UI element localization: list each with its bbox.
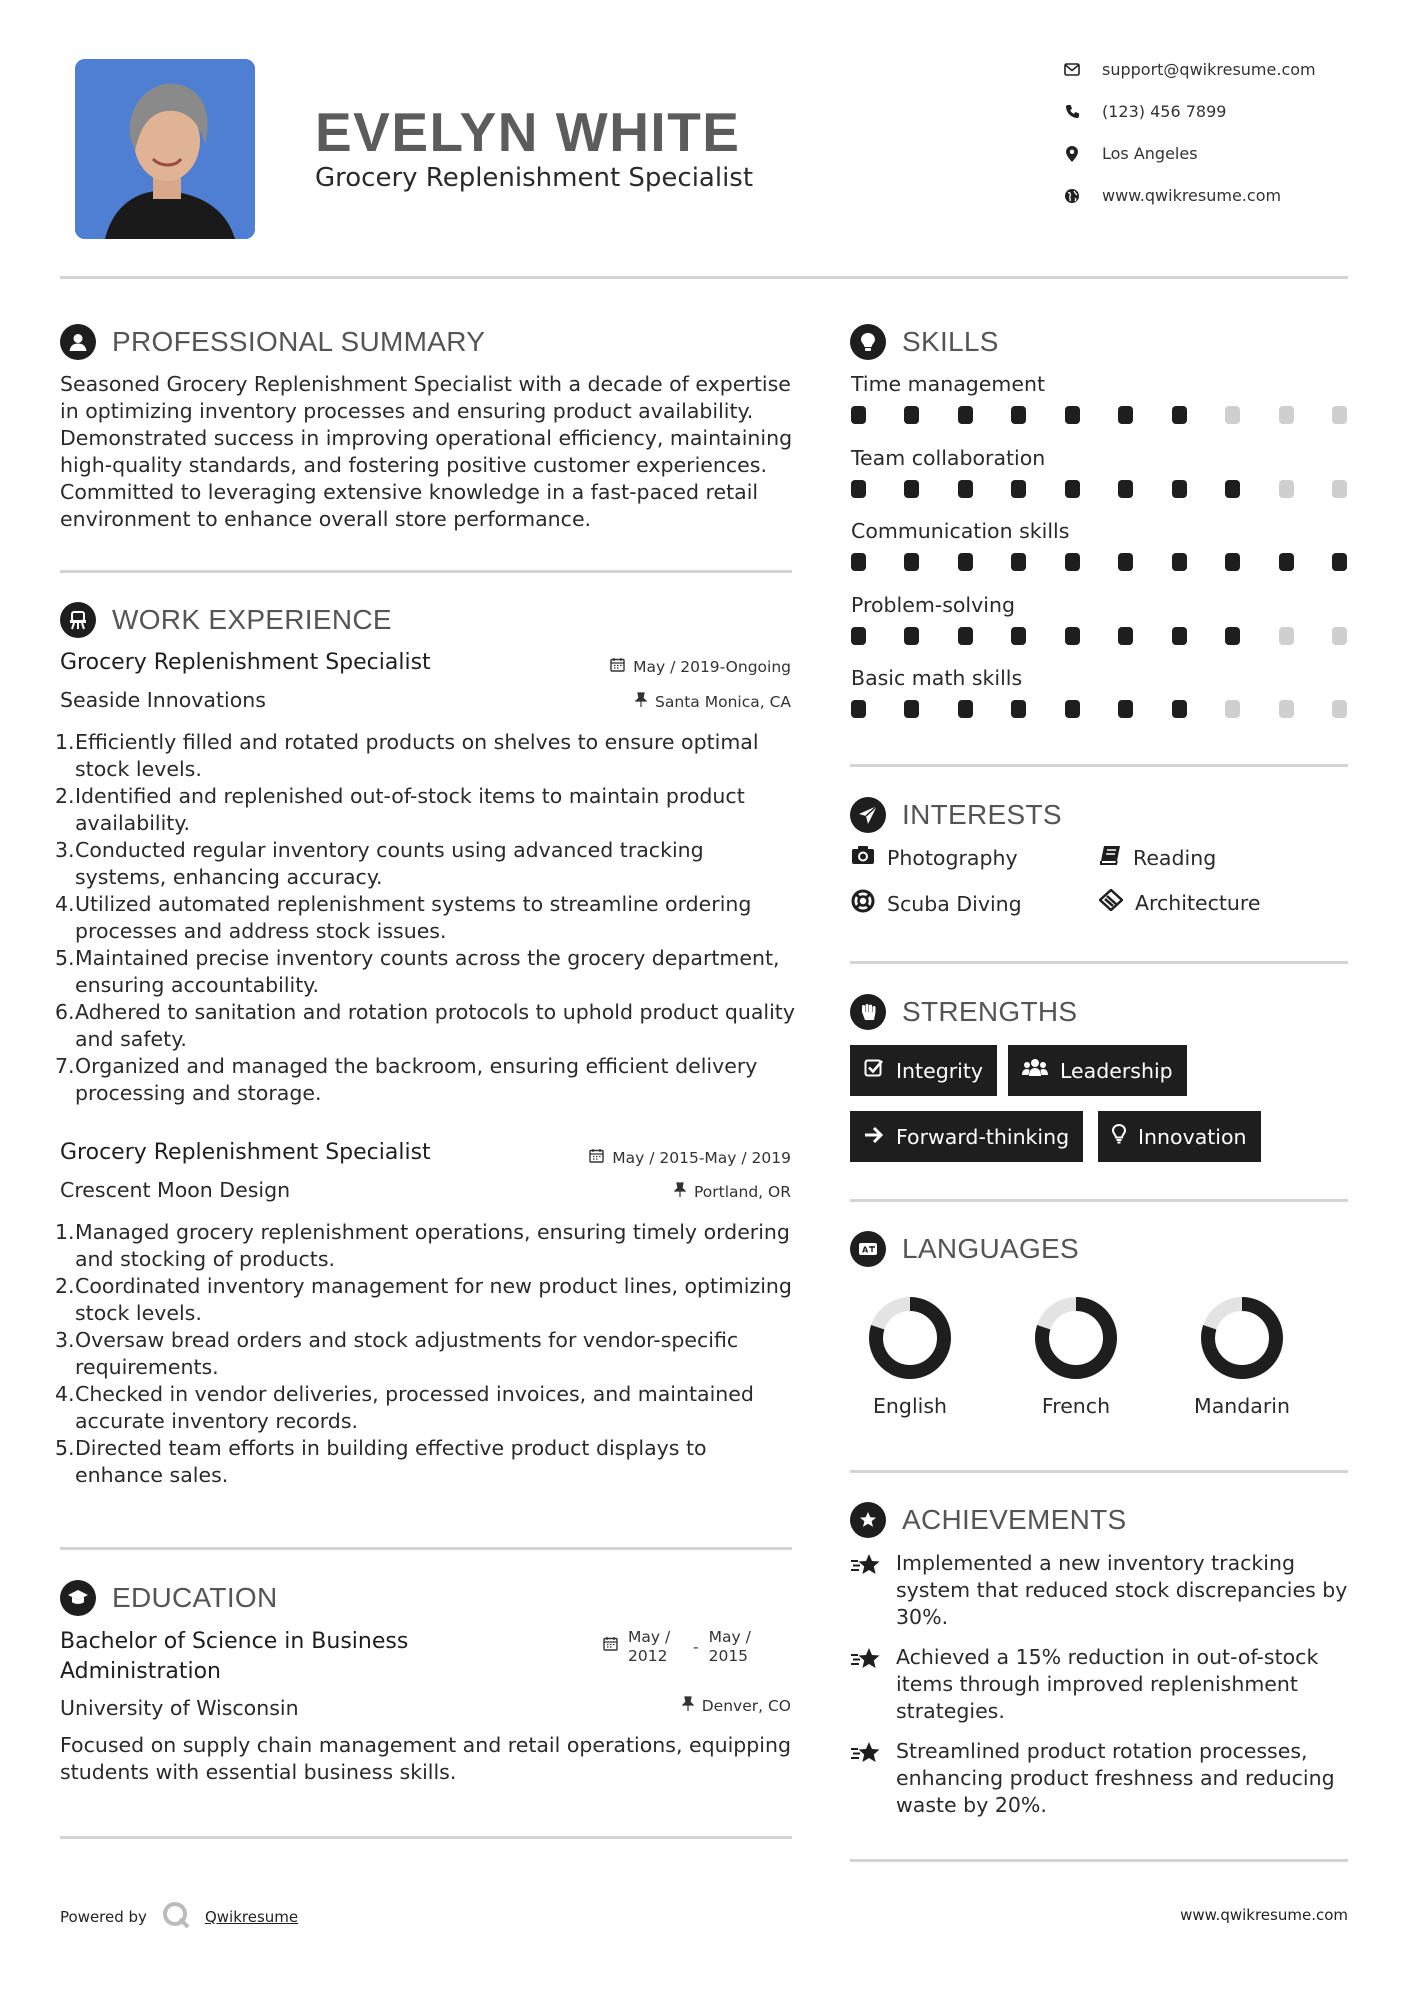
education-heading: EDUCATION	[112, 1582, 278, 1613]
rating-dot-filled	[904, 480, 919, 498]
rating-dot-filled	[958, 406, 973, 424]
rating-dot-empty	[1332, 480, 1347, 498]
education-start: May / 2012	[628, 1628, 671, 1665]
work-divider	[60, 1547, 792, 1550]
strengths-divider	[850, 1199, 1348, 1202]
interest-photography: Photography	[851, 845, 1018, 870]
phone-icon	[1064, 104, 1080, 120]
skill-rating	[851, 406, 1347, 424]
rating-dot-filled	[1065, 627, 1080, 645]
strengths-heading: STRENGTHS	[902, 996, 1078, 1027]
star-icon	[850, 1741, 882, 1819]
briefcase-icon	[60, 602, 96, 638]
education-location-text: Denver, CO	[701, 1696, 791, 1715]
rating-dot-filled	[1065, 553, 1080, 571]
list-item: 1. Efficiently filled and rotated products on shelves to ensure optimal stock levels.	[55, 730, 759, 781]
languages-heading: LANGUAGES	[902, 1233, 1079, 1264]
map-marker-icon	[1064, 146, 1080, 162]
rating-dot-filled	[1172, 480, 1187, 498]
achievement-item: Achieved a 15% reduction in out-of-stock items through improved replenishment strategies.	[850, 1644, 1350, 1725]
candidate-name: EVELYN WHITE	[315, 101, 741, 163]
achievements-header	[850, 1502, 1127, 1538]
star-icon	[850, 1553, 882, 1631]
graduation-icon	[60, 1580, 96, 1616]
brand-link[interactable]: Qwikresume	[204, 1908, 299, 1926]
skill-item	[851, 446, 1347, 498]
svg-text:A: A	[862, 1245, 869, 1255]
globe-icon	[1064, 188, 1080, 204]
rating-dot-filled	[1065, 480, 1080, 498]
contact-email[interactable]	[1064, 60, 1316, 79]
work-header	[60, 602, 392, 638]
languages-divider	[850, 1470, 1348, 1473]
job-1-location	[635, 692, 791, 711]
rating-dot-filled	[1279, 553, 1294, 571]
contact-location	[1064, 144, 1198, 163]
skill-name: Time management	[851, 372, 1046, 396]
calendar-icon	[610, 657, 625, 676]
summary-heading: PROFESSIONAL SUMMARY	[112, 326, 486, 357]
envelope-icon	[1064, 62, 1080, 78]
work-heading: WORK EXPERIENCE	[112, 604, 392, 635]
achievement-item: Implemented a new inventory tracking system that reduced stock discrepancies by 30%.	[850, 1550, 1350, 1631]
star-icon	[850, 1647, 882, 1725]
lightbulb-icon	[850, 324, 886, 360]
rating-dot-filled	[1065, 406, 1080, 424]
skill-rating	[851, 553, 1347, 571]
rating-dot-filled	[851, 627, 866, 645]
skill-name: Problem-solving	[851, 592, 1015, 617]
job-1-duties	[55, 729, 795, 1107]
list-item: 2. Identified and replenished out-of-stock items to maintain product availability.	[55, 784, 745, 835]
education-dates	[603, 1628, 764, 1666]
website-text: www.qwikresume.com	[1102, 186, 1282, 205]
strength-forward-thinking: Forward-thinking	[850, 1111, 1083, 1162]
rating-dot-filled	[904, 406, 919, 424]
rating-dot-filled	[904, 627, 919, 645]
rating-dot-filled	[958, 480, 973, 498]
rating-dot-filled	[1225, 627, 1240, 645]
job-2-company: Crescent Moon Design	[60, 1178, 291, 1202]
skill-item	[851, 519, 1347, 571]
fist-icon	[850, 994, 886, 1030]
rating-dot-empty	[1225, 700, 1240, 718]
powered-by-text: Powered by	[60, 1908, 147, 1926]
rating-dot-filled	[958, 553, 973, 571]
language-donut	[1006, 1294, 1146, 1384]
language-donut	[1172, 1294, 1312, 1384]
degree-title: Bachelor of Science in Business Administration	[60, 1629, 409, 1684]
language-name: Mandarin	[1194, 1394, 1290, 1418]
achievement-item: Streamlined product rotation processes, enhancing product freshness and reducing waste by 20%.	[850, 1738, 1350, 1819]
pushpin-icon	[682, 1696, 694, 1715]
life-ring-icon	[851, 889, 875, 918]
rating-dot-filled	[1225, 553, 1240, 571]
rating-dot-filled	[958, 700, 973, 718]
rating-dot-filled	[1172, 700, 1187, 718]
job-2-location-text: Portland, OR	[693, 1182, 791, 1201]
summary-header	[60, 324, 485, 360]
star-badge-icon	[850, 1502, 886, 1538]
achievements-heading: ACHIEVEMENTS	[902, 1504, 1127, 1535]
footer-powered	[60, 1900, 298, 1934]
list-item: 7. Organized and managed the backroom, ensuring efficient delivery processing and storage.	[55, 1054, 758, 1105]
rating-dot-filled	[1118, 553, 1133, 571]
calendar-icon	[589, 1148, 604, 1167]
job-1-title: Grocery Replenishment Specialist	[60, 650, 431, 675]
language-donut	[840, 1294, 980, 1384]
book-icon	[1099, 845, 1121, 870]
rating-dot-filled	[851, 406, 866, 424]
interests-divider	[850, 961, 1348, 964]
rating-dot-filled	[1172, 627, 1187, 645]
header-divider	[60, 276, 1348, 279]
job-2-location	[674, 1182, 791, 1201]
skill-rating	[851, 700, 1347, 718]
rating-dot-filled	[1118, 627, 1133, 645]
rating-dot-filled	[1172, 553, 1187, 571]
list-item: 4. Utilized automated replenishment systems to streamline ordering processes and address stock issues.	[55, 892, 752, 943]
drafting-icon	[1099, 889, 1123, 916]
rating-dot-empty	[1279, 627, 1294, 645]
rating-dot-empty	[1332, 627, 1347, 645]
pushpin-icon	[635, 692, 647, 711]
list-item: 5. Directed team efforts in building effective product displays to enhance sales.	[55, 1436, 707, 1487]
list-item: 5. Maintained precise inventory counts across the grocery department, ensuring accountability.	[55, 946, 780, 997]
strength-innovation: Innovation	[1098, 1111, 1261, 1162]
school-name: University of Wisconsin	[60, 1696, 299, 1720]
lightbulb-icon	[1112, 1124, 1126, 1149]
rating-dot-filled	[1011, 627, 1026, 645]
interest-architecture: Architecture	[1099, 889, 1261, 916]
skill-item	[851, 666, 1347, 718]
email-text: support@qwikresume.com	[1102, 60, 1316, 79]
skill-name: Communication skills	[851, 519, 1070, 543]
footer-url[interactable]: www.qwikresume.com	[1180, 1906, 1348, 1924]
list-item: 3. Oversaw bread orders and stock adjustments for vendor-specific requirements.	[55, 1328, 739, 1379]
rating-dot-empty	[1279, 700, 1294, 718]
list-item: 2. Coordinated inventory management for new product lines, optimizing stock levels.	[55, 1274, 792, 1325]
job-1-location-text: Santa Monica, CA	[655, 692, 791, 711]
education-divider	[60, 1836, 792, 1839]
summary-divider	[60, 570, 792, 573]
calendar-icon	[603, 1636, 618, 1655]
location-text: Los Angeles	[1102, 144, 1198, 163]
interests-header	[850, 797, 1062, 833]
rating-dot-filled	[1118, 480, 1133, 498]
education-location	[682, 1696, 791, 1715]
rating-dot-filled	[851, 480, 866, 498]
interests-heading: INTERESTS	[902, 799, 1062, 830]
list-item: 1. Managed grocery replenishment operations, ensuring timely ordering and stocking of products.	[55, 1220, 790, 1271]
rating-dot-filled	[1065, 700, 1080, 718]
skill-rating	[851, 480, 1347, 498]
contact-phone[interactable]	[1064, 102, 1226, 121]
check-square-icon	[864, 1058, 884, 1083]
job-2-date	[589, 1148, 791, 1167]
profile-photo	[75, 59, 255, 239]
rating-dot-filled	[851, 700, 866, 718]
interest-scuba: Scuba Diving	[851, 889, 1022, 918]
contact-website[interactable]	[1064, 186, 1281, 205]
achievements-divider	[850, 1859, 1348, 1862]
skill-name: Team collaboration	[851, 445, 1046, 470]
rating-dot-empty	[1332, 700, 1347, 718]
rating-dot-filled	[958, 627, 973, 645]
language-name: French	[1041, 1394, 1111, 1418]
users-icon	[1022, 1058, 1048, 1083]
skill-rating	[851, 627, 1347, 645]
rating-dot-filled	[1332, 553, 1347, 571]
skill-name: Basic math skills	[851, 666, 1023, 690]
rating-dot-filled	[1011, 700, 1026, 718]
languages-header	[850, 1231, 1079, 1267]
phone-text: (123) 456 7899	[1102, 102, 1227, 121]
language-name: English	[872, 1394, 948, 1418]
arrow-right-icon	[864, 1125, 884, 1149]
rating-dot-filled	[904, 553, 919, 571]
job-1-date-text: May / 2019-Ongoing	[633, 657, 791, 676]
skill-item	[851, 372, 1347, 424]
date-separator: -	[693, 1638, 699, 1656]
rating-dot-filled	[851, 553, 866, 571]
job-1-company: Seaside Innovations	[60, 688, 266, 712]
pushpin-icon	[674, 1182, 686, 1201]
job-1-date	[610, 657, 791, 676]
language-item	[840, 1294, 980, 1418]
rating-dot-filled	[1172, 406, 1187, 424]
education-text: Focused on supply chain management and retail operations, equipping students with essential business skills.	[60, 1733, 792, 1784]
skills-divider	[850, 764, 1348, 767]
strength-integrity: Integrity	[850, 1045, 997, 1096]
skills-header	[850, 324, 999, 360]
paper-plane-icon	[850, 797, 886, 833]
language-item	[1006, 1294, 1146, 1418]
job-2-date-text: May / 2015-May / 2019	[612, 1148, 791, 1167]
skills-heading: SKILLS	[902, 326, 999, 357]
summary-text: Seasoned Grocery Replenishment Specialist with a decade of expertise in optimizing inventory processes and ensuring product availability. Demonstrated success in improving operational efficiency, maintaining high-quality standards, and fostering positive customer experiences. Committed to leveraging extensive knowledge in a fast-paced retail environment to enhance overall store performance.	[60, 372, 793, 531]
rating-dot-empty	[1279, 480, 1294, 498]
strength-leadership: Leadership	[1008, 1045, 1187, 1096]
qwikresume-logo-icon	[161, 1900, 191, 1934]
list-item: 6. Adhered to sanitation and rotation protocols to uphold product quality and safety.	[55, 1000, 795, 1051]
rating-dot-filled	[1011, 553, 1026, 571]
language-item	[1172, 1294, 1312, 1418]
user-icon	[60, 324, 96, 360]
rating-dot-filled	[904, 700, 919, 718]
rating-dot-empty	[1332, 406, 1347, 424]
list-item: 4. Checked in vendor deliveries, processed invoices, and maintained accurate inventory records.	[55, 1382, 754, 1433]
education-end: May / 2015	[708, 1628, 751, 1665]
education-header	[60, 1580, 278, 1616]
rating-dot-filled	[1118, 700, 1133, 718]
job-2-duties	[55, 1219, 795, 1489]
rating-dot-filled	[1011, 406, 1026, 424]
rating-dot-filled	[1011, 480, 1026, 498]
rating-dot-filled	[1118, 406, 1133, 424]
camera-icon	[851, 845, 875, 870]
job-2-title: Grocery Replenishment Specialist	[60, 1140, 431, 1165]
language-icon	[850, 1231, 886, 1267]
skill-item	[851, 593, 1347, 645]
list-item: 3. Conducted regular inventory counts using advanced tracking systems, enhancing accuracy.	[55, 838, 704, 889]
strengths-header	[850, 994, 1077, 1030]
rating-dot-filled	[1225, 480, 1240, 498]
interest-reading: Reading	[1099, 845, 1216, 870]
candidate-title: Grocery Replenishment Specialist	[315, 163, 754, 193]
rating-dot-empty	[1279, 406, 1294, 424]
rating-dot-empty	[1225, 406, 1240, 424]
